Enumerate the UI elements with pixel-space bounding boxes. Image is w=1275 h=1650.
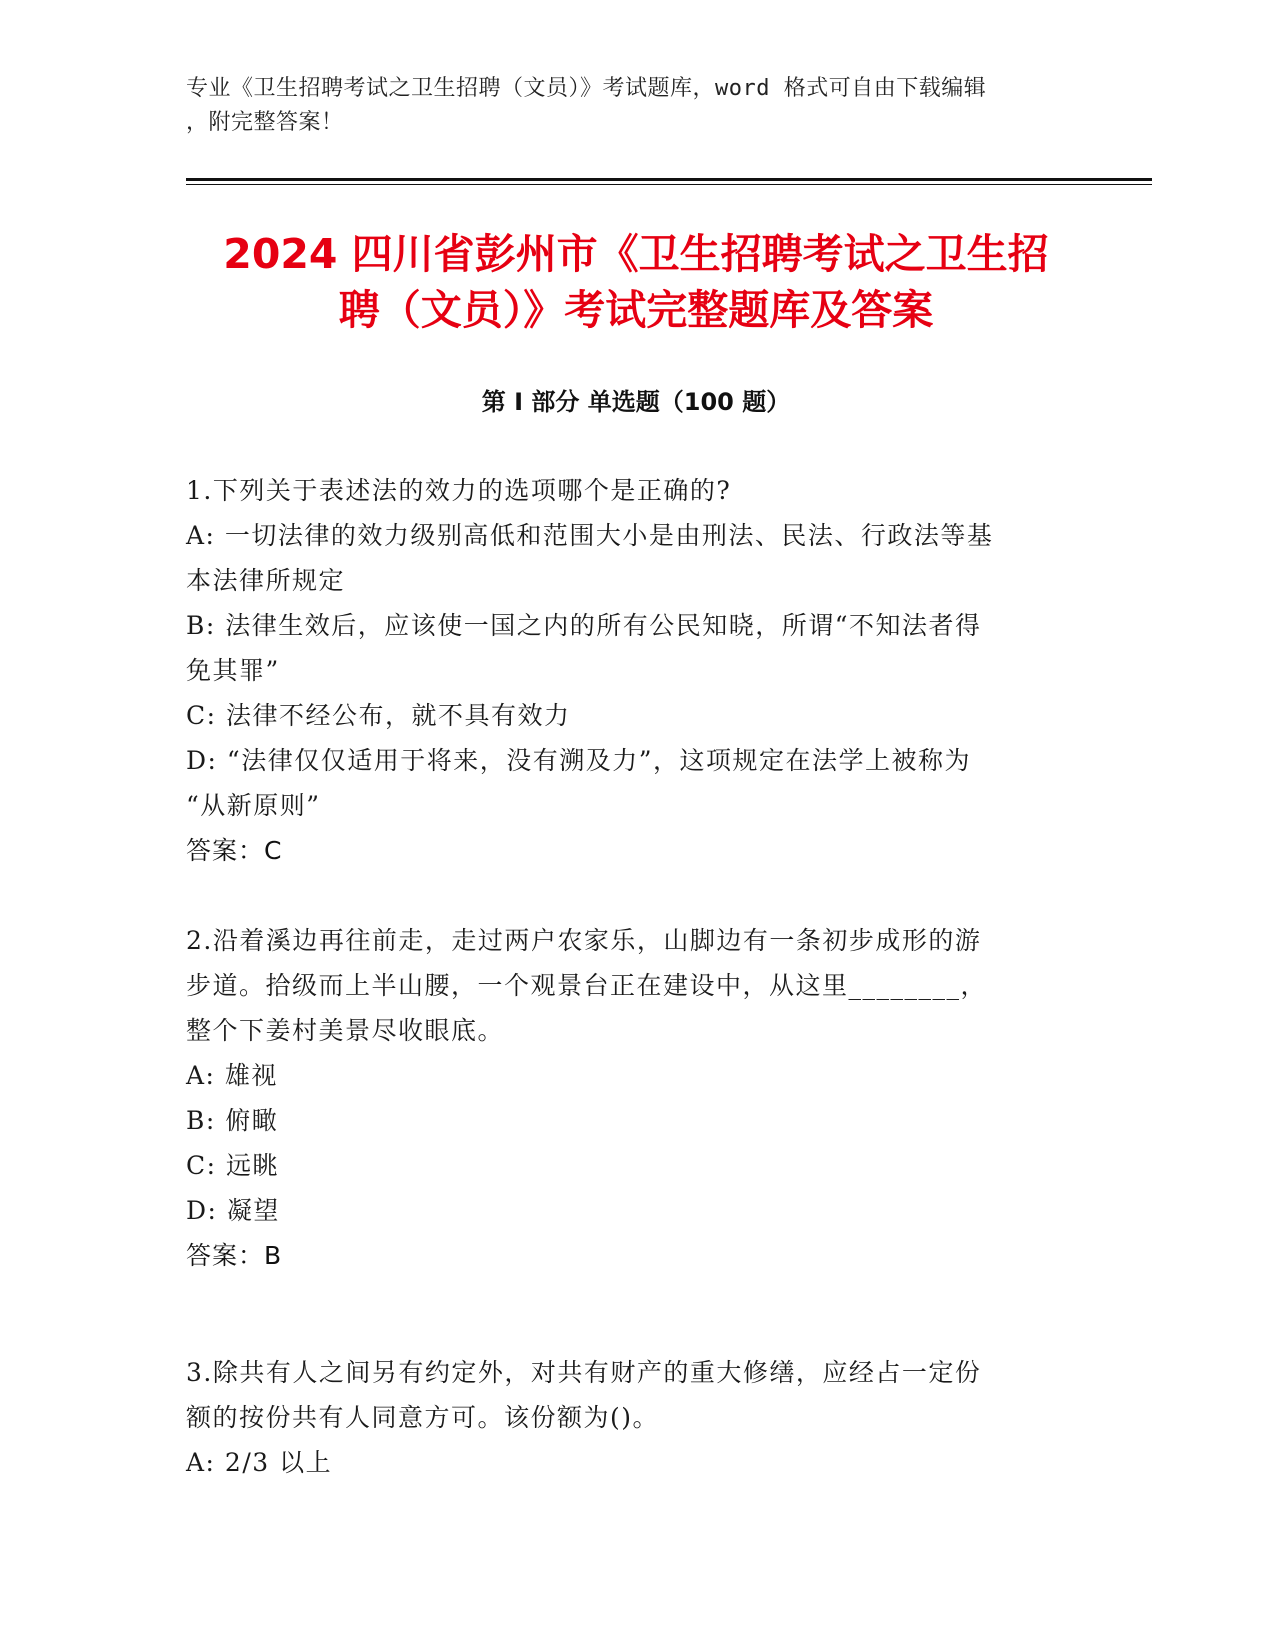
question-stem: 1.下列关于表述法的效力的选项哪个是正确的? [186,476,732,505]
header-note-line: 专业《卫生招聘考试之卫生招聘（文员）》考试题库，word 格式可自由下载编辑 [186,76,987,101]
section-heading: 第 I 部分 单选题（100 题） [481,388,791,416]
header-divider-thin [186,184,1152,185]
title-line: 2024 四川省彭州市《卫生招聘考试之卫生招 [223,230,1049,278]
option-line: “从新原则” [186,791,321,820]
question-stem: 额的按份共有人同意方可。该份额为()。 [186,1403,660,1432]
option-a [186,513,1076,603]
header-divider-thick [186,178,1152,181]
option-line: D: “法律仅仅适用于将来，没有溯及力”，这项规定在法学上被称为 [186,746,971,775]
option-b: B: 俯瞰 [186,1106,279,1135]
option-a: A: 雄视 [186,1061,278,1090]
question-stem: 步道。拾级而上半山腰，一个观景台正在建设中，从这里________， [186,971,988,1000]
option-line: 免其罪” [186,656,280,685]
question-stem: 整个下姜村美景尽收眼底。 [186,1016,505,1045]
option-d: D: 凝望 [186,1196,280,1225]
option-a: A: 2/3 以上 [186,1448,333,1477]
option-c [186,693,1076,738]
question-2 [186,918,1076,1278]
option-line: B: 法律生效后，应该使一国之内的所有公民知晓，所谓“不知法者得 [186,611,982,640]
title-line: 聘（文员）》考试完整题库及答案 [338,286,934,334]
question-stem: 2.沿着溪边再往前走，走过两户农家乐，山脚边有一条初步成形的游 [186,926,982,955]
option-line: A: 一切法律的效力级别高低和范围大小是由刑法、民法、行政法等基 [186,521,994,550]
option-b [186,603,1076,693]
answer-label: 答案：C [186,836,283,865]
header-note-line: ，附完整答案！ [186,110,344,135]
option-line: C: 法律不经公布，就不具有效力 [186,701,571,730]
question-3 [186,1350,1076,1485]
question-1 [186,468,1076,873]
option-line: 本法律所规定 [186,566,346,595]
document-title [186,226,1086,338]
option-d [186,738,1076,828]
answer-label: 答案：B [186,1241,283,1270]
question-stem: 3.除共有人之间另有约定外，对共有财产的重大修缮，应经占一定份 [186,1358,982,1387]
header-note [186,72,1086,140]
option-c: C: 远眺 [186,1151,279,1180]
